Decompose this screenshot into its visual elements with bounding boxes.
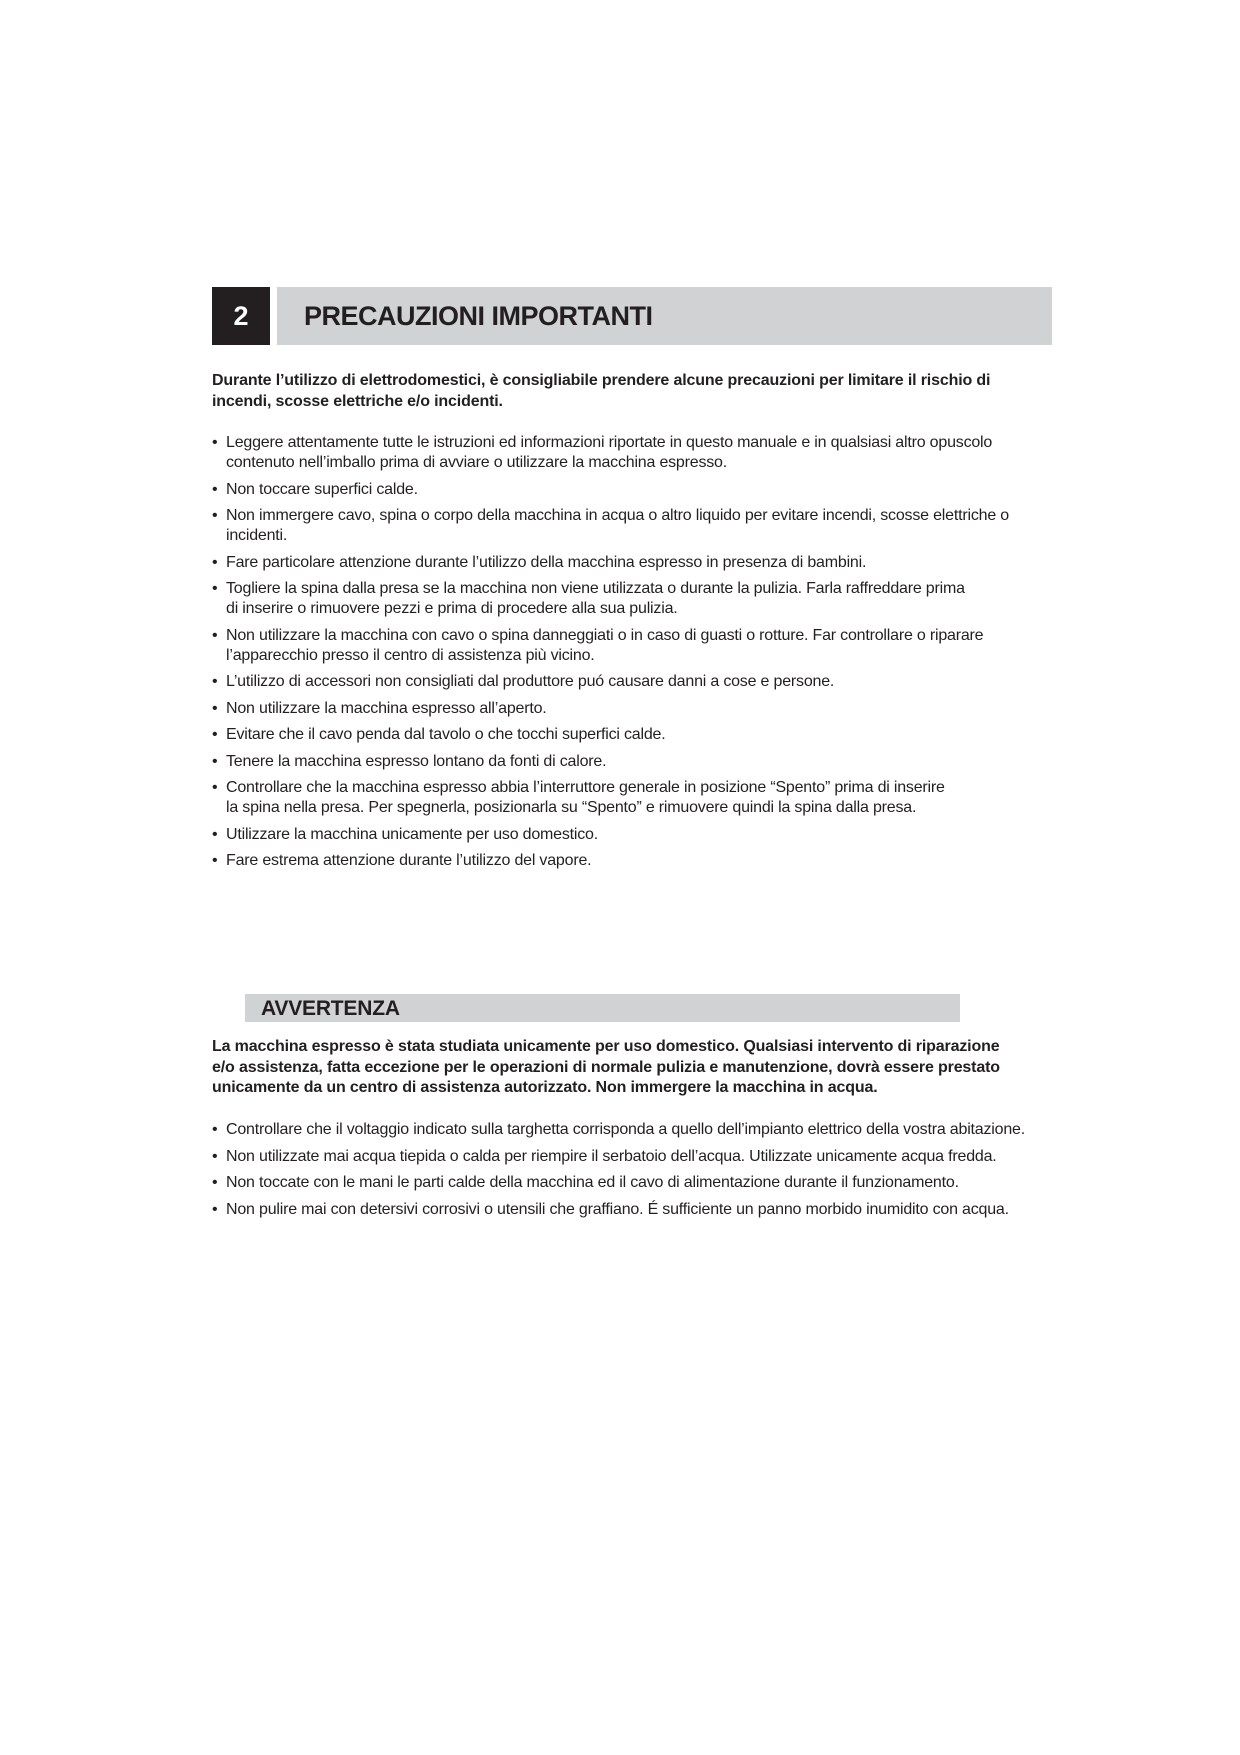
list-item (212, 1173, 1052, 1193)
list-item-text: Fare particolare attenzione durante l’utilizzo della macchina espresso in presenza di bambini. (226, 553, 867, 571)
bullet-icon: • (212, 480, 218, 498)
list-item-text: Non pulire mai con detersivi corrosivi o utensili che graffiano. É sufficiente un panno morbido inumidito con acqua. (226, 1200, 1009, 1218)
bullet-icon: • (212, 852, 218, 869)
list-item (212, 1147, 1052, 1167)
list-item (212, 672, 1032, 692)
list-item (212, 553, 1032, 573)
section-number: 2 (212, 287, 270, 345)
list-item-text: Non toccate con le mani le parti calde della macchina ed il cavo di alimentazione durante il funzionamento. (226, 1174, 959, 1191)
list-item (212, 825, 1032, 845)
warning-header (245, 994, 960, 1022)
bullet-icon: • (212, 752, 218, 770)
warning-list (212, 1120, 1052, 1226)
bullet-icon: • (212, 699, 218, 717)
bullet-icon: • (212, 1174, 218, 1191)
list-item-text: Tenere la macchina espresso lontano da fonti di calore. (226, 752, 607, 770)
bullet-icon: • (212, 434, 218, 451)
list-item-text: Controllare che la macchina espresso abbia l’interruttore generale in posizione “Spento” prima di inserire la spina nella presa. Per spegnerla, posizionarla su “Spento” e rimuovere quindi la spina dalla presa. (226, 779, 945, 816)
intro-paragraph: Durante l’utilizzo di elettrodomestici, è consigliabile prendere alcune precauzioni per limitare il rischio di incendi, scosse elettriche e/o incidenti. (212, 372, 991, 410)
bullet-icon: • (212, 507, 218, 524)
bullet-icon: • (212, 779, 218, 796)
list-item (212, 579, 966, 619)
list-item (212, 778, 946, 818)
section-title-bar (277, 287, 1052, 345)
list-item-text: Non utilizzate mai acqua tiepida o calda per riempire il serbatoio dell’acqua. Utilizzate unicamente acqua fredda. (226, 1147, 997, 1165)
list-item-text: Fare estrema attenzione durante l’utilizzo del vapore. (226, 852, 592, 869)
list-item-text: Utilizzare la macchina unicamente per uso domestico. (226, 825, 598, 843)
section-title: PRECAUZIONI IMPORTANTI (304, 301, 653, 331)
list-item-text: Leggere attentamente tutte le istruzioni ed informazioni riportate in questo manuale e in qualsiasi altro opuscolo contenuto nell’imballo prima di avviare o utilizzare la macchina espresso. (226, 434, 993, 471)
list-item-text: Non utilizzare la macchina espresso all’aperto. (226, 699, 547, 717)
list-item (212, 752, 1032, 772)
warning-paragraph: La macchina espresso è stata studiata unicamente per uso domestico. Qualsiasi intervento di riparazione e/o assistenza, fatta eccezione per le operazioni di normale pulizia e manutenzione, dovrà essere prestato unicamente da un centro di assistenza autorizzato. Non immergere la macchina in acqua. (212, 1038, 1000, 1096)
bullet-icon: • (212, 1147, 218, 1165)
bullet-icon: • (212, 1121, 218, 1138)
list-item (212, 626, 1032, 666)
list-item (212, 1120, 1052, 1140)
section-header (212, 287, 1052, 345)
list-item (212, 480, 1032, 500)
list-item-text: Controllare che il voltaggio indicato sulla targhetta corrisponda a quello dell’impianto elettrico della vostra abitazione. (226, 1121, 1025, 1138)
bullet-icon: • (212, 1200, 218, 1218)
list-item (212, 725, 1032, 745)
bullet-icon: • (212, 673, 218, 690)
list-item (212, 699, 1032, 719)
bullet-icon: • (212, 626, 218, 644)
list-item (212, 851, 1032, 871)
list-item-text: Non toccare superfici calde. (226, 480, 418, 498)
bullet-icon: • (212, 825, 218, 843)
bullet-icon: • (212, 580, 218, 597)
list-item-text: Togliere la spina dalla presa se la macchina non viene utilizzata o durante la pulizia. Farla raffreddare prima di inserire o rimuovere pezzi e prima di procedere alla sua pulizia. (226, 580, 965, 617)
list-item (212, 1200, 1052, 1220)
bullet-icon: • (212, 726, 218, 743)
precautions-list (212, 433, 1032, 878)
warning-title: AVVERTENZA (261, 997, 400, 1020)
list-item (212, 433, 1032, 473)
list-item-text: Non immergere cavo, spina o corpo della macchina in acqua o altro liquido per evitare incendi, scosse elettriche o incidenti. (226, 507, 1009, 544)
list-item (212, 506, 1032, 546)
bullet-icon: • (212, 553, 218, 571)
list-item-text: Evitare che il cavo penda dal tavolo o che tocchi superfici calde. (226, 726, 666, 743)
list-item-text: L’utilizzo di accessori non consigliati dal produttore puó causare danni a cose e persone. (226, 673, 835, 690)
list-item-text: Non utilizzare la macchina con cavo o spina danneggiati o in caso di guasti o rotture. Far controllare o riparare l’apparecchio presso il centro di assistenza più vicino. (226, 626, 984, 664)
